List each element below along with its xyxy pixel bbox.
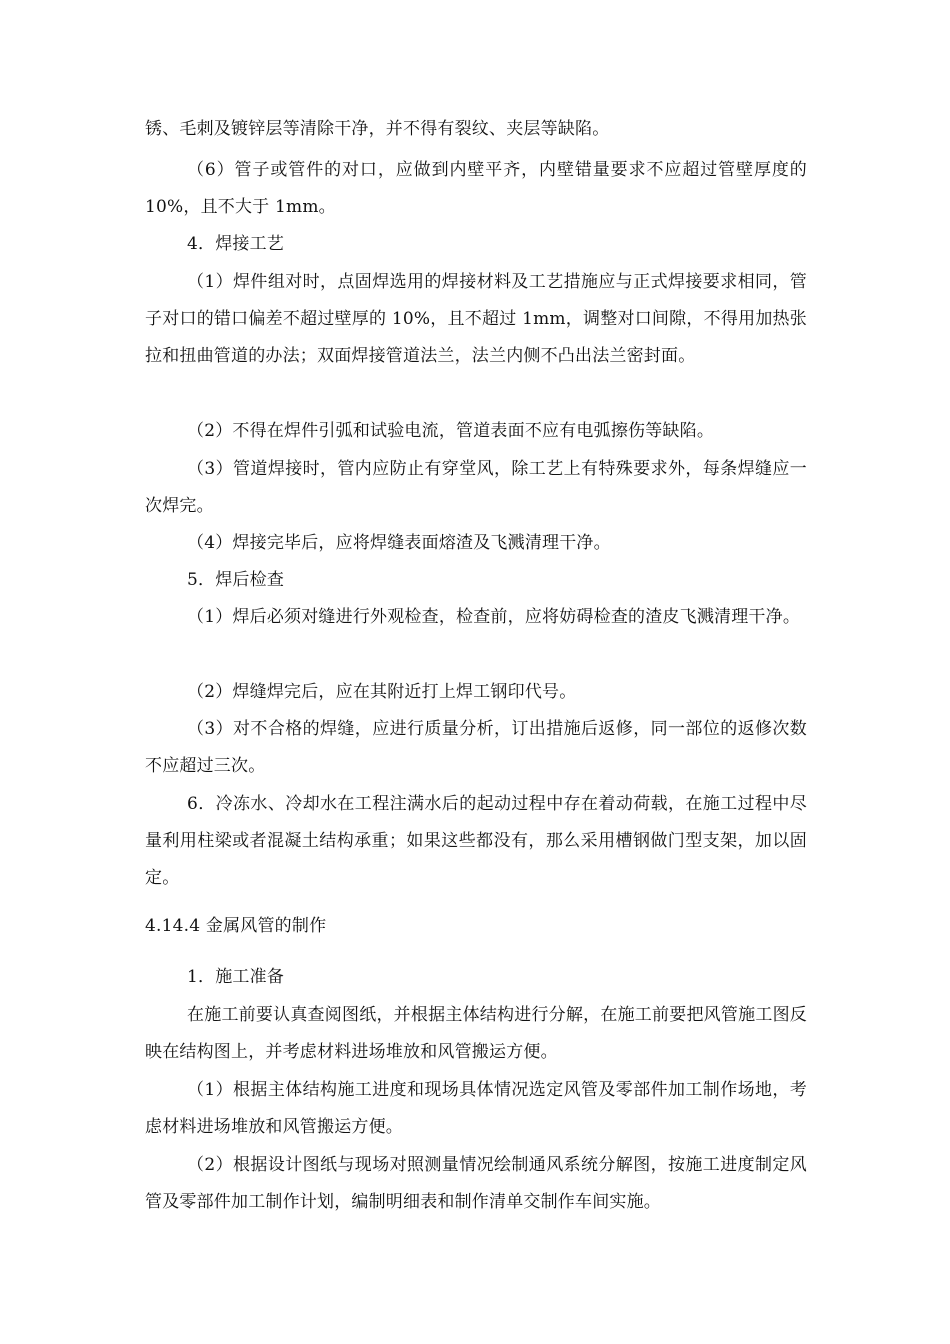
paragraph-inspection-3: （3）对不合格的焊缝，应进行质量分析，订出措施后返修，同一部位的返修次数不应超过三次。 [145, 719, 807, 776]
paragraph-welding-3: （3）管道焊接时，管内应防止有穿堂风，除工艺上有特殊要求外，每条焊缝应一次焊完。 [145, 459, 807, 516]
paragraph-preparation-2: （2）根据设计图纸与现场对照测量情况绘制通风系统分解图，按施工进度制定风管及零部件加工制作计划，编制明细表和制作清单交制作车间实施。 [145, 1155, 807, 1212]
section-heading-welding-process: 4．焊接工艺 [187, 234, 285, 254]
paragraph-preparation-1: （1）根据主体结构施工进度和现场具体情况选定风管及零部件加工制作场地，考虑材料进场堆放和风管搬运方便。 [145, 1080, 807, 1137]
paragraph-welding-1: （1）焊件组对时，点固焊选用的焊接材料及工艺措施应与正式焊接要求相同，管子对口的错口偏差不超过壁厚的 10%，且不超过 1mm，调整对口间隙，不得用加热张拉和扭曲管道的办法；双面焊接管道法兰，法兰内侧不凸出法兰密封面。 [145, 272, 807, 366]
paragraph-welding-4: （4）焊接完毕后，应将焊缝表面熔渣及飞溅清理干净。 [187, 533, 611, 553]
section-heading-metal-duct: 4.14.4 金属风管的制作 [145, 916, 327, 936]
paragraph-preparation-intro: 在施工前要认真查阅图纸，并根据主体结构进行分解，在施工前要把风管施工图反映在结构图上，并考虑材料进场堆放和风管搬运方便。 [145, 1005, 807, 1062]
section-heading-post-weld-inspection: 5．焊后检查 [187, 570, 285, 590]
paragraph-welding-2: （2）不得在焊件引弧和试验电流，管道表面不应有电弧擦伤等缺陷。 [187, 421, 715, 441]
paragraph-inspection-1: （1）焊后必须对缝进行外观检查，检查前，应将妨碍检查的渣皮飞溅清理干净。 [187, 607, 801, 627]
paragraph-inspection-2: （2）焊缝焊完后，应在其附近打上焊工钢印代号。 [187, 682, 577, 702]
paragraph-continuation: 锈、毛刺及镀锌层等清除干净，并不得有裂纹、夹层等缺陷。 [145, 119, 610, 139]
paragraph-item-6: （6）管子或管件的对口，应做到内壁平齐，内壁错量要求不应超过管壁厚度的 10%，且不大于 1mm。 [145, 160, 807, 217]
paragraph-item-6-chilled-water: 6．冷冻水、冷却水在工程注满水后的起动过程中存在着动荷载，在施工过程中尽量利用柱梁或者混凝土结构承重；如果这些都没有，那么采用槽钢做门型支架，加以固定。 [145, 794, 807, 888]
section-heading-preparation: 1．施工准备 [187, 967, 285, 987]
